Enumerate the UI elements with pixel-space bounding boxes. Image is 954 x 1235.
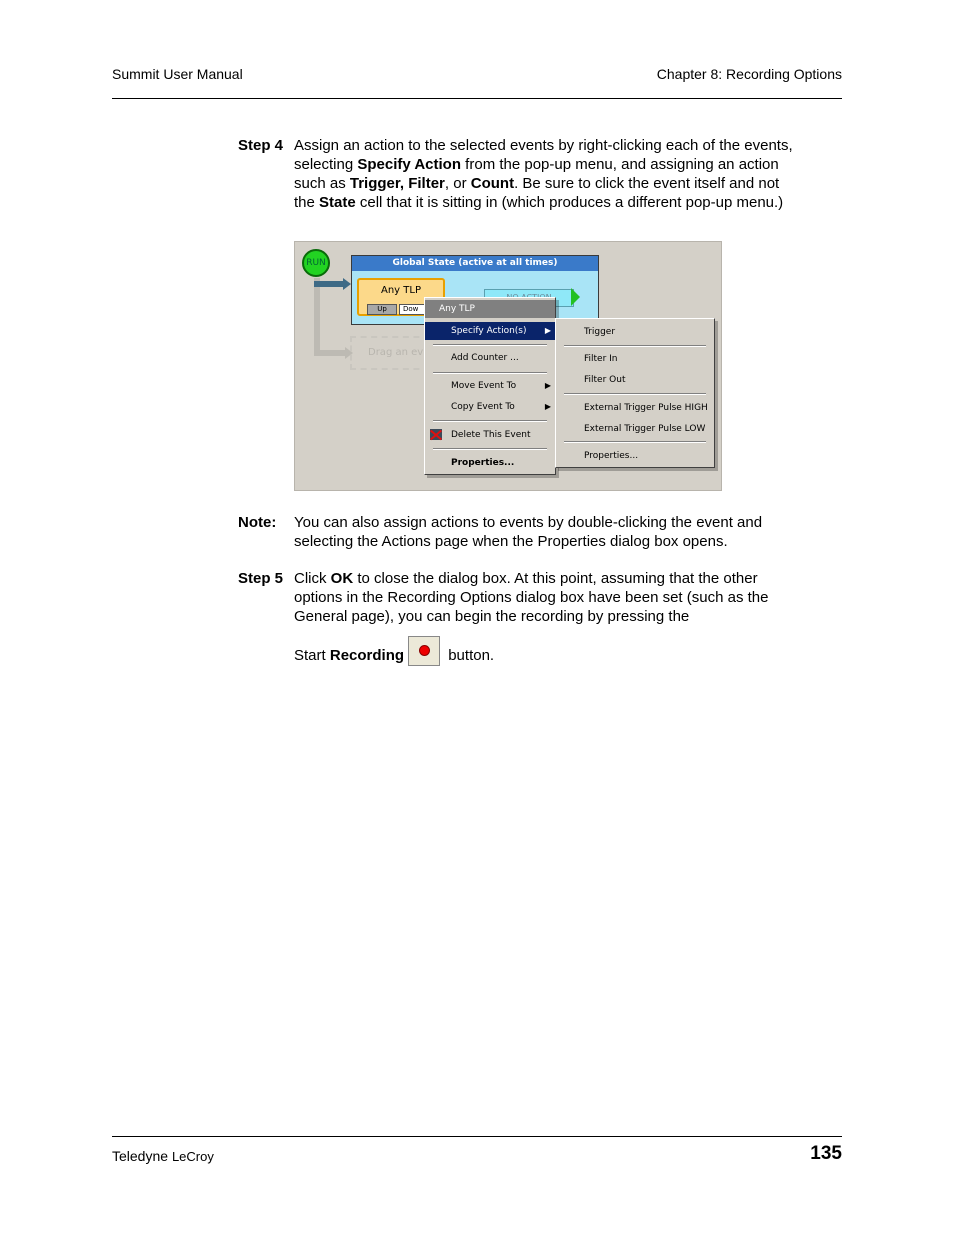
global-state-title: Global State (active at all times) [352,256,598,271]
delete-event-icon [430,429,442,440]
menu-separator [564,393,706,395]
menu-item-properties[interactable]: Properties... [451,458,515,468]
submenu-item-ext-trigger-low[interactable]: External Trigger Pulse LOW [584,424,706,434]
menu-item-copy-event[interactable] [425,398,555,416]
submenu-item-trigger[interactable]: Trigger [584,327,616,337]
submenu-item-ext-trigger-high[interactable]: External Trigger Pulse HIGH [584,403,708,413]
menu-item-add-counter[interactable]: Add Counter ... [451,353,519,363]
submenu-arrow-icon: ▶ [544,326,551,335]
submenu-item-properties[interactable]: Properties... [584,451,639,461]
note-label: Note: [238,514,277,531]
record-icon [419,645,430,656]
step5-label: Step 5 [238,570,284,587]
start-recording-button[interactable] [408,636,440,666]
menu-item-label: Move Event To [451,381,517,391]
running-header-title: Summit User Manual [112,66,243,82]
page-number: 135 [810,1143,842,1164]
menu-separator [564,441,706,443]
menu-item-delete-event[interactable] [425,426,555,444]
event-direction-down[interactable]: Dow [399,304,438,315]
run-node[interactable]: RUN [302,249,330,277]
drag-event-placeholder: Drag an ev [350,336,430,370]
submenu-arrow-icon: ▶ [544,381,551,390]
flow-line-inactive [314,350,348,356]
header-rule [112,98,842,99]
submenu-item-filter-in[interactable]: Filter In [584,354,618,364]
menu-separator [433,344,547,346]
specify-action-submenu [555,318,715,468]
running-header-chapter: Chapter 8: Recording Options [656,66,842,82]
step5-text: Click OK to close the dialog box. At this point, assuming that the other options in the Recording Options dialog box have been set (such as the General page), you can begin the recording by pressing the [294,570,769,625]
menu-item-label: Delete This Event [451,430,531,440]
menu-separator [433,420,547,422]
menu-item-label: Copy Event To [451,402,515,412]
flow-line-active [314,281,346,287]
event-name: Any TLP [381,285,421,296]
event-context-menu [424,297,556,475]
menu-item-move-event[interactable] [425,377,555,395]
submenu-arrow-icon: ▶ [544,402,551,411]
step4-label: Step 4 [238,137,284,154]
menu-separator [564,345,706,347]
submenu-item-filter-out[interactable]: Filter Out [584,375,626,385]
event-direction-up[interactable]: Up [367,304,397,315]
flow-arrow-active [343,278,351,290]
menu-header-any-tlp: Any TLP [425,300,555,318]
footer-rule [112,1136,842,1137]
step5-start-line: Start Recording button. [294,636,794,671]
flow-line-vertical [314,278,320,356]
footer-company: Teledyne LeCroy [112,1148,214,1164]
menu-separator [433,372,547,374]
menu-separator [433,448,547,450]
context-menu-screenshot [294,241,722,491]
note-text: You can also assign actions to events by double-clicking the event and selecting the Actions page when the Properties dialog box opens. [294,514,763,550]
menu-item-specify-actions[interactable] [425,322,555,340]
menu-item-label: Specify Action(s) [451,326,527,336]
step4-text: Assign an action to the selected events by right-clicking each of the events, selecting Specify Action from the pop-up menu, and assigning an action such as Trigger, Filter, or Count. Be sure to click the event itself and not the State cell that it is sitting in (which produces a different pop-up menu.) [294,137,793,211]
action-arrow-icon [571,288,580,306]
